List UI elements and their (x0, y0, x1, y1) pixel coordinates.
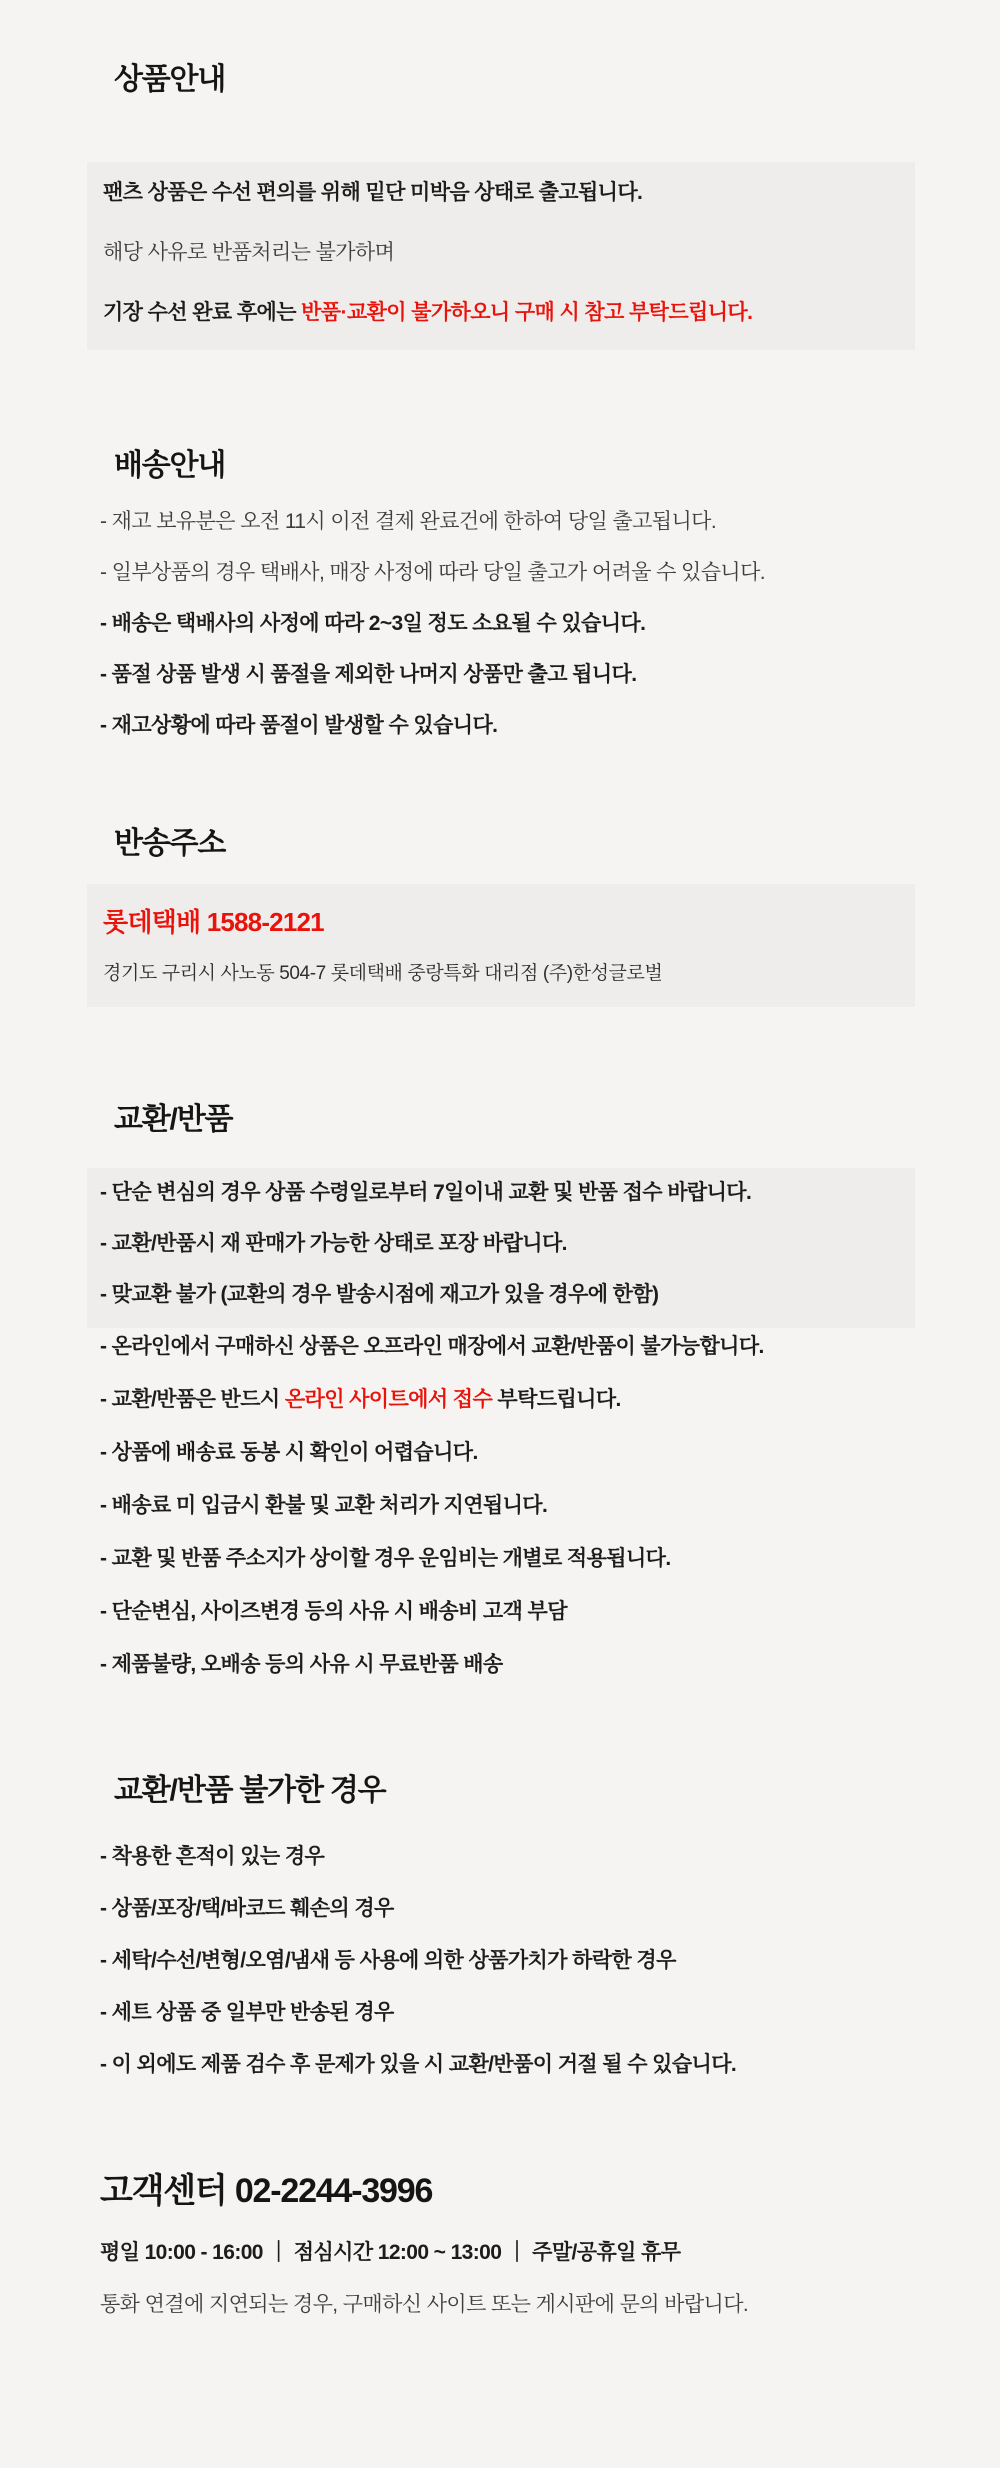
customer-center-note: 통화 연결에 지연되는 경우, 구매하신 사이트 또는 게시판에 문의 바랍니다. (100, 2293, 749, 2316)
not-allowed-list (100, 1842, 940, 2080)
not-allowed-item: - 세탁/수선/변형/오염/냄새 등 사용에 의한 상품가치가 하락한 경우 (100, 1949, 676, 1972)
courier-phone: 롯데택배 1588-2121 (103, 907, 324, 937)
product-info-line-1: 팬츠 상품은 수선 편의를 위해 밑단 미박음 상태로 출고됩니다. (103, 181, 643, 204)
product-info-box (87, 162, 915, 350)
section-title-not-allowed: 교환/반품 불가한 경우 (114, 1774, 386, 1807)
shipping-info-list (100, 507, 940, 741)
shipping-item: - 배송은 택배사의 사정에 따라 2~3일 정도 소요될 수 있습니다. (100, 612, 646, 635)
exchange-online-highlight: 온라인 사이트에서 접수 (284, 1388, 493, 1411)
exchange-item: - 교환/반품시 재 판매가 가능한 상태로 포장 바랍니다. (100, 1232, 567, 1255)
exchange-item: - 제품불량, 오배송 등의 사유 시 무료반품 배송 (100, 1653, 503, 1676)
section-title-return-address: 반송주소 (114, 827, 226, 860)
exchange-item: - 교환 및 반품 주소지가 상이할 경우 운임비는 개별로 적용됩니다. (100, 1547, 671, 1570)
product-info-line-2: 해당 사유로 반품처리는 불가하며 (103, 241, 395, 264)
not-allowed-item: - 이 외에도 제품 검수 후 문제가 있을 시 교환/반품이 거절 될 수 있습니다. (100, 2053, 737, 2076)
exchange-online-suffix: 부탁드립니다. (492, 1388, 621, 1411)
exchange-item: - 단순변심, 사이즈변경 등의 사유 시 배송비 고객 부담 (100, 1600, 567, 1623)
exchange-item-online-only (100, 1385, 940, 1415)
exchange-item: - 온라인에서 구매하신 상품은 오프라인 매장에서 교환/반품이 불가능합니다. (100, 1335, 764, 1358)
not-allowed-item: - 세트 상품 중 일부만 반송된 경우 (100, 2001, 394, 2024)
return-address-text: 경기도 구리시 사노동 504-7 롯데택배 중랑특화 대리점 (주)한성글로벌 (103, 963, 663, 984)
exchange-return-box (87, 1168, 915, 1328)
product-info-line-3 (103, 283, 895, 343)
exchange-item: - 단순 변심의 경우 상품 수령일로부터 7일이내 교환 및 반품 접수 바랍니다. (100, 1181, 752, 1204)
not-allowed-item: - 착용한 흔적이 있는 경우 (100, 1845, 325, 1868)
customer-center-hours: 평일 10:00 - 16:00 ｜ 점심시간 12:00 ~ 13:00 ｜ 주말/공휴일 휴무 (100, 2241, 681, 2264)
section-title-product-info: 상품안내 (114, 63, 226, 96)
exchange-item: - 맞교환 불가 (교환의 경우 발송시점에 재고가 있을 경우에 한함) (100, 1283, 659, 1306)
not-allowed-item: - 상품/포장/택/바코드 훼손의 경우 (100, 1897, 394, 1920)
shipping-item: - 재고상황에 따라 품절이 발생할 수 있습니다. (100, 714, 498, 737)
exchange-return-boxed-list (100, 1178, 915, 1310)
exchange-item: - 배송료 미 입금시 환불 및 교환 처리가 지연됩니다. (100, 1494, 548, 1517)
section-title-exchange-return: 교환/반품 (114, 1103, 233, 1136)
product-info-line-3-warning: 반품·교환이 불가하오니 구매 시 참고 부탁드립니다. (301, 301, 753, 324)
exchange-item: - 상품에 배송료 동봉 시 확인이 어렵습니다. (100, 1441, 478, 1464)
product-info-line-3-prefix: 기장 수선 완료 후에는 (103, 301, 302, 324)
shipping-item: - 재고 보유분은 오전 11시 이전 결제 완료건에 한하여 당일 출고됩니다. (100, 510, 717, 533)
customer-center-title: 고객센터 02-2244-3996 (100, 2172, 433, 2210)
shipping-item: - 품절 상품 발생 시 품절을 제외한 나머지 상품만 출고 됩니다. (100, 663, 637, 686)
exchange-online-prefix: - 교환/반품은 반드시 (100, 1388, 285, 1411)
section-title-shipping-info: 배송안내 (114, 449, 226, 482)
exchange-return-list (100, 1332, 940, 1680)
shipping-item: - 일부상품의 경우 택배사, 매장 사정에 따라 당일 출고가 어려울 수 있습니다. (100, 561, 766, 584)
return-address-box (87, 884, 915, 1007)
